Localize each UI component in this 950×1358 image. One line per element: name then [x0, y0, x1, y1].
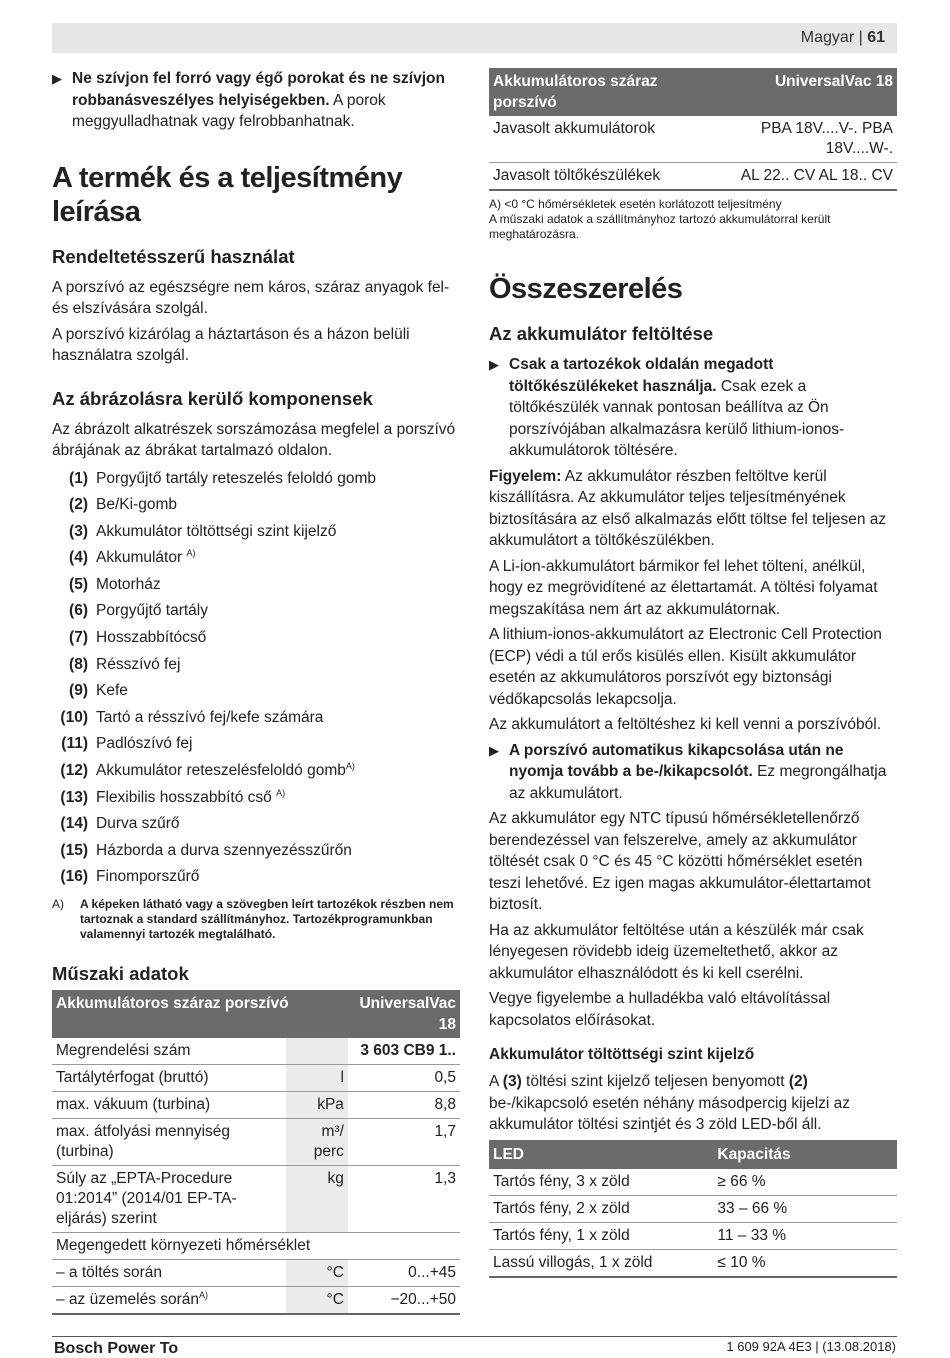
led-capacity: ≤ 10 %: [713, 1249, 897, 1277]
led-table: [489, 1140, 897, 1278]
section-title: A termék és a teljesítmény leírása: [52, 161, 403, 228]
led-table-head-capacity: Kapacitás: [713, 1140, 897, 1169]
component-number: (13): [60, 788, 88, 806]
components-list: [52, 466, 460, 892]
bullet-arrow-icon: ▶: [52, 71, 62, 86]
table-row: [489, 1169, 897, 1196]
tech-row-label: max. átfolyási mennyiség (turbina): [52, 1119, 286, 1166]
table-row: [52, 1119, 460, 1166]
tech-row-label: – az üzemelés során$^{A)}$: [52, 1287, 286, 1315]
component-number: (8): [69, 655, 88, 673]
table-row: [52, 1287, 460, 1315]
charger-warning: ▶ Csak a tartozékok oldalán megadott töltőkészülékeket használja. Csak ezek a töltőkészülék vannak pontosan beállítva az Ön porszívójában alkalmazásra kerülő lithium-ionos-akkumulátorok töltésére.: [489, 356, 845, 459]
table-row: [52, 1166, 460, 1233]
acc-row-label: Javasolt töltőkészülékek: [489, 163, 713, 191]
bullet-arrow-icon: ▶: [489, 742, 499, 758]
component-number: (16): [60, 868, 88, 886]
acc-row-value: PBA 18V....V-. PBA 18V....W-.: [713, 116, 897, 163]
acc-table-head-right: UniversalVac 18: [713, 68, 897, 116]
safety-warning: ▶ Ne szívjon fel forró vagy égő porokat és ne szívjon robbanásveszélyes helyiségekben. A porok meggyulladhatnak vagy felrobbanhatnak.: [52, 70, 445, 130]
charging-text-5: Az akkumulátor egy NTC típusú hőmérsékletellenőrző berendezéssel van felszerelve, amely az akkumulátor töltését csak 0 °C és 45 °C közötti hőmérséklet esetén teszi lehetővé. Ez igen magas akkumulátor-élettartamot biztosít.: [489, 810, 871, 913]
tech-table-head-right: UniversalVac 18: [348, 990, 460, 1038]
charging-text-6: Ha az akkumulátor feltöltése után a készülék már csak lényegesen rövidebb ideig üzemeltethető, akkor az akkumulátor elhasználódott és ki kell cserélni.: [489, 921, 864, 982]
intended-use-text-1: A porszívó az egészségre nem káros, száraz anyagok fel- és elszívására szolgál.: [52, 278, 450, 317]
tech-row-label: – a töltés során: [52, 1260, 286, 1287]
component-label: Tartó a résszívó fej/kefe számára: [96, 708, 324, 726]
list-item: [52, 625, 460, 652]
component-label: Hosszabbítócső: [96, 629, 207, 647]
table-row: [52, 1065, 460, 1092]
subsection-charge-indicator: Akkumulátor töltöttségi szint kijelző: [489, 1046, 755, 1063]
component-number: (15): [60, 841, 88, 859]
tech-row-unit: kPa: [286, 1092, 348, 1119]
acc-row-value: AL 22.. CV AL 18.. CV: [713, 163, 897, 191]
component-number: (9): [69, 682, 88, 700]
list-item: [52, 519, 460, 546]
charging-text-3: A lithium-ionos-akkumulátort az Electronic Cell Protection (ECP) védi a túl erős kisülés ellen. Kisült akkumulátor esetén az akkumulátoros porszívót egy biztonsági védőkapcsolás lekapcsolja.: [489, 626, 882, 708]
component-label: Be/Ki-gomb: [96, 496, 177, 514]
led-table-head-led: LED: [489, 1140, 713, 1169]
component-number: (14): [60, 815, 88, 833]
tech-row-label: Súly az „EPTA-Procedure 01:2014” (2014/01 EP-TA-eljárás) szerint: [52, 1166, 286, 1233]
table-row: [489, 116, 897, 163]
table-row: [52, 1260, 460, 1287]
tech-row-label: max. vákuum (turbina): [52, 1092, 286, 1119]
indicator-text: A (3) töltési szint kijelző teljesen benyomott (2) be-/kikapcsoló esetén néhány másodpercig kijelzi az akkumulátor töltési szintjét és 3 zöld LED-ből áll.: [489, 1073, 851, 1133]
list-item: [52, 545, 460, 572]
table-note: A műszaki adatok a szállítmányhoz tartozó akkumulátorral került meghatározásra.: [489, 212, 831, 241]
list-item: [52, 864, 460, 891]
component-label: Finomporszűrő: [96, 868, 200, 886]
component-label: Akkumulátor töltöttségi szint kijelző: [96, 522, 337, 540]
component-number: (11): [61, 735, 88, 753]
list-item: [52, 572, 460, 599]
footer-doc-number: 1 609 92A 4E3 | (13.08.2018): [726, 1339, 896, 1354]
component-label: Akkumulátor reteszelésfeloldó gomb$^{A)}$: [96, 760, 355, 780]
component-label: Durva szűrő: [96, 815, 180, 833]
section-title-assembly: Összeszerelés: [489, 273, 683, 305]
table-row: [489, 1195, 897, 1222]
list-item: [52, 678, 460, 705]
tech-row-value: 0...+45: [348, 1260, 460, 1287]
table-row: [489, 1222, 897, 1249]
list-item: [52, 731, 460, 758]
subsection-intended-use: Rendeltetésszerű használat: [52, 245, 295, 267]
page-number: Magyar | 61: [800, 29, 885, 46]
component-label: Kefe: [96, 682, 128, 700]
tech-row-label: Megrendelési szám: [52, 1038, 286, 1065]
table-footnote: A) <0 °C hőmérsékletek esetén korlátozott teljesítmény: [489, 197, 782, 211]
component-label: Résszívó fej: [96, 655, 181, 673]
list-item: [52, 466, 460, 493]
page-header: [52, 23, 897, 53]
tech-row-value: 1,7: [348, 1119, 460, 1166]
tech-row-value: 0,5: [348, 1065, 460, 1092]
components-intro: Az ábrázolt alkatrészek sorszámozása megfelel a porszívó ábrájának az ábrákat tartalmazó oldalon.: [52, 420, 456, 459]
charging-text-4: Az akkumulátort a feltöltéshez ki kell venni a porszívóból.: [489, 716, 881, 733]
right-column: [489, 68, 897, 1278]
intended-use-text-2: A porszívó kizárólag a háztartáson és a házon belüli használatra szolgál.: [52, 325, 410, 364]
component-label: Porgyűjtő tartály: [96, 602, 208, 620]
component-number: (12): [60, 762, 88, 780]
led-capacity: 11 – 33 %: [713, 1222, 897, 1249]
list-item: [52, 598, 460, 625]
table-row: [52, 1038, 460, 1065]
acc-row-label: Javasolt akkumulátorok: [489, 116, 713, 163]
charging-text-2: A Li-ion-akkumulátort bármikor fel lehet tölteni, anélkül, hogy ez megrövidítené az élettartamát. A töltési folyamat megszakítása nem árt az akkumulátornak.: [489, 557, 878, 618]
table-row: [52, 1233, 460, 1260]
subsection-charging: Az akkumulátor feltöltése: [489, 323, 714, 344]
tech-row-unit: l: [286, 1065, 348, 1092]
tech-row-unit: m³/ perc: [286, 1119, 348, 1166]
left-column: [52, 68, 460, 1315]
subsection-components: Az ábrázolásra kerülő komponensek: [52, 387, 373, 409]
list-item: [52, 785, 460, 812]
component-label: Motorház: [96, 575, 161, 593]
footer-divider: [52, 1336, 897, 1337]
component-label: Flexibilis hosszabbító cső $^{A)}$: [96, 787, 286, 806]
component-number: (4): [69, 549, 88, 567]
tech-row-label: Tartálytérfogat (bruttó): [52, 1065, 286, 1092]
tech-row-unit: [286, 1038, 348, 1065]
acc-table-head-left: Akkumulátoros száraz porszívó: [489, 68, 713, 116]
component-number: (10): [60, 708, 88, 726]
component-number: (6): [69, 602, 88, 620]
accessories-table: [489, 68, 897, 191]
led-state: Tartós fény, 2 x zöld: [489, 1195, 713, 1222]
list-item: [52, 492, 460, 519]
component-number: (3): [69, 522, 88, 540]
tech-row-unit: °C: [286, 1260, 348, 1287]
component-label: Padlószívó fej: [96, 735, 193, 753]
technical-data-table: [52, 990, 460, 1315]
bullet-arrow-icon: ▶: [489, 357, 499, 372]
led-capacity: 33 – 66 %: [713, 1195, 897, 1222]
led-state: Tartós fény, 3 x zöld: [489, 1169, 713, 1196]
table-row: [489, 1249, 897, 1277]
component-number: (5): [69, 575, 88, 593]
tech-row-unit: kg: [286, 1166, 348, 1233]
table-row: [52, 1092, 460, 1119]
tech-env-label: Megengedett környezeti hőmérséklet: [52, 1233, 460, 1260]
switch-warning: ▶ A porszívó automatikus kikapcsolása után ne nyomja tovább a be-/kikapcsolót. Ez megrongálhatja az akkumulátort.: [489, 741, 887, 802]
list-item: [52, 652, 460, 679]
component-number: (1): [69, 469, 88, 487]
component-label: Akkumulátor $^{A)}$: [96, 548, 196, 567]
list-item: [52, 705, 460, 732]
component-number: (7): [69, 629, 88, 647]
tech-row-value: 8,8: [348, 1092, 460, 1119]
list-item: [52, 811, 460, 838]
tech-row-value: 1,3: [348, 1166, 460, 1233]
tech-table-head-left: Akkumulátoros száraz porszívó: [52, 990, 348, 1038]
subsection-technical-data: Műszaki adatok: [52, 963, 189, 984]
component-number: (2): [69, 496, 88, 514]
component-label: Házborda a durva szennyezésszűrőn: [96, 841, 352, 859]
charging-text-7: Vegye figyelembe a hulladékba való eltávolítással kapcsolatos előírásokat.: [489, 990, 831, 1029]
led-capacity: ≥ 66 %: [713, 1169, 897, 1196]
tech-row-value: 3 603 CB9 1..: [348, 1038, 460, 1065]
components-footnote: A) A képeken látható vagy a szövegben leírt tartozékok részben nem tartoznak a standard szállítmányhoz. Tartozékprogramunkban valamennyi tartozék megtalálható.: [52, 897, 454, 941]
table-row: [489, 163, 897, 191]
tech-row-value: −20...+50: [348, 1287, 460, 1315]
list-item: [52, 838, 460, 865]
attention-text: Figyelem: Az akkumulátor részben feltöltve kerül kiszállításra. Az akkumulátor teljes teljesítményének biztosítására az első alkalmazás előtt töltse fel teljesen az akkumulátort a töltőkészülékben.: [489, 467, 887, 549]
led-state: Lassú villogás, 1 x zöld: [489, 1249, 713, 1277]
footer-brand: Bosch Power To: [54, 1340, 179, 1357]
tech-row-unit: °C: [286, 1287, 348, 1315]
led-state: Tartós fény, 1 x zöld: [489, 1222, 713, 1249]
component-label: Porgyűjtő tartály reteszelés feloldó gomb: [96, 469, 377, 487]
list-item: [52, 758, 460, 785]
